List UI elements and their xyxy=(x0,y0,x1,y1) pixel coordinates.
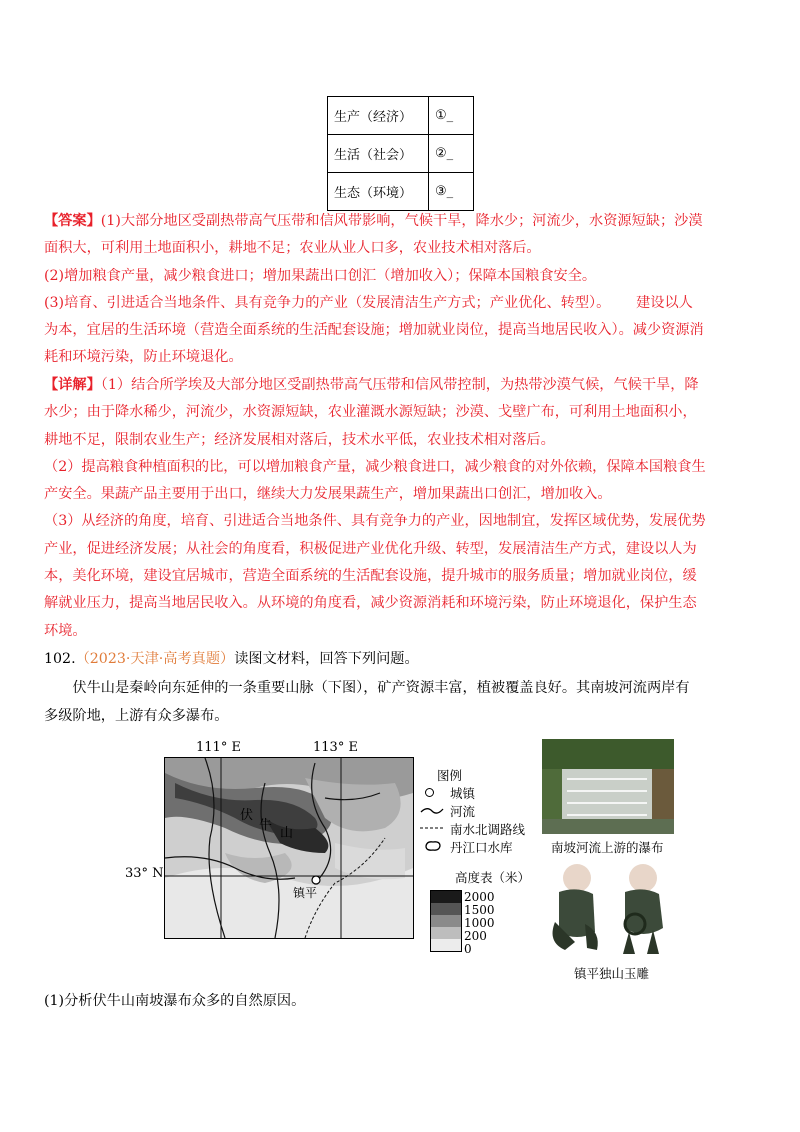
answer-line: 为本，宜居的生活环境（营造全面系统的生活配套设施；增加就业岗位，提高当地居民收入）。减少资源消 xyxy=(44,322,704,339)
answer-line: (3)培育、引进适合当地条件、具有竞争力的产业（发展清洁生产方式；产业优化、转型）。 建设以人 xyxy=(44,294,693,311)
question-source: （2023·天津·高考真题） xyxy=(75,651,235,667)
legend-label: 河流 xyxy=(450,804,476,819)
waterfall-photo xyxy=(542,739,674,834)
question-header xyxy=(44,646,760,673)
table-row xyxy=(328,135,474,173)
legend-title: 图例 xyxy=(437,768,463,783)
mountain-label-char: 伏 xyxy=(240,808,254,823)
relief-map-graphic xyxy=(165,758,413,938)
detail-line: 耕地不足，限制农业生产；经济发展相对落后，技术水平低，农业技术相对落后。 xyxy=(44,431,555,448)
detail-section xyxy=(44,372,760,645)
question-number: 102. xyxy=(44,651,76,667)
elevation-value: 0 xyxy=(464,942,472,956)
answer-line: (2)增加粮食产量，减少粮食进口；增加果蔬出口创汇（增加收入）；保障本国粮食安全。 xyxy=(44,267,597,284)
elevation-swatch xyxy=(431,891,461,903)
answer-section xyxy=(44,208,760,372)
table-cell-label: 生活（社会） xyxy=(328,135,429,173)
jade-carving-photo xyxy=(545,862,675,957)
answer-tag: 【答案】 xyxy=(44,213,101,229)
mountain-label-char: 山 xyxy=(280,826,294,841)
river-line-icon xyxy=(420,806,444,816)
sub-question-1: (1)分析伏牛山南坡瀑布众多的自然原因。 xyxy=(44,993,306,1009)
detail-line: （2）提高粮食种植面积的比，可以增加粮食产量，减少粮食进口，减少粮食的对外依赖，保障本国粮食生 xyxy=(44,458,706,475)
answer-line: 耗和环境污染，防止环境退化。 xyxy=(44,349,243,366)
detail-line: 水少；由于降水稀少，河流少，水资源短缺，农业灌溉水源短缺；沙漠、戈壁广布，可利用土地面积小， xyxy=(44,404,697,421)
table-cell-blank: ①_ xyxy=(429,97,474,135)
latitude-label-33: 33° N xyxy=(125,866,164,881)
legend-label: 丹江口水库 xyxy=(450,840,513,855)
legend-label: 南水北调路线 xyxy=(450,822,526,837)
table-cell-label: 生产（经济） xyxy=(328,97,429,135)
detail-tag: 【详解】 xyxy=(44,377,101,393)
elevation-scale xyxy=(430,890,462,952)
answer-text: (1)大部分地区受副热带高气压带和信风带影响，气候干旱，降水少；河流少，水资源短缺；沙漠 xyxy=(100,213,703,229)
table-cell-blank: ③_ xyxy=(429,173,474,211)
town-label: 镇平 xyxy=(293,886,318,900)
elevation-values xyxy=(464,891,495,956)
question-material xyxy=(44,675,760,702)
table-row xyxy=(328,97,474,135)
elevation-title: 高度表（米） xyxy=(455,870,531,885)
answer-line xyxy=(44,208,760,235)
table-cell-label: 生态（环境） xyxy=(328,173,429,211)
legend-label: 城镇 xyxy=(450,786,476,801)
reservoir-shape-icon xyxy=(424,840,442,852)
detail-line: 产业，促进经济发展；从社会的角度看，积极促进产业优化升级、转型，发展清洁生产方式，建设以人为 xyxy=(44,540,697,557)
detail-line: 解就业压力，提高当地居民收入。从环境的角度看，减少资源消耗和环境污染，防止环境退化，保护生态 xyxy=(44,595,697,612)
question-material-cont: 多级阶地，上游有众多瀑布。 xyxy=(44,708,229,724)
jade-caption: 镇平独山玉雕 xyxy=(574,966,650,981)
elevation-swatch xyxy=(431,915,461,927)
detail-line: 环境。 xyxy=(44,622,87,639)
answer-table xyxy=(327,96,474,211)
answer-line: 面积大，可利用土地面积小，耕地不足；农业从业人口多，农业技术相对落后。 xyxy=(44,240,541,257)
relief-map xyxy=(164,757,414,939)
elevation-value: 200 xyxy=(464,929,487,943)
elevation-swatch xyxy=(431,903,461,915)
longitude-label-111: 111° E xyxy=(196,740,241,755)
mountain-label-char: 牛 xyxy=(259,818,273,833)
detail-line: （3）从经济的角度，培育、引进适合当地条件、具有竞争力的产业，因地制宜，发挥区域优势，发展优势 xyxy=(44,513,706,530)
elevation-value: 2000 xyxy=(464,890,495,904)
elevation-value: 1000 xyxy=(464,916,495,930)
elevation-swatch xyxy=(431,927,461,939)
table-row xyxy=(328,173,474,211)
town-circle-icon xyxy=(425,788,434,797)
longitude-label-113: 113° E xyxy=(313,740,358,755)
elevation-value: 1500 xyxy=(464,903,495,917)
table-cell-blank: ②_ xyxy=(429,135,474,173)
material-text: 伏牛山是秦岭向东延伸的一条重要山脉（下图），矿产资源丰富，植被覆盖良好。其南坡河流两岸有 xyxy=(72,680,690,696)
question-prompt: 读图文材料，回答下列问题。 xyxy=(234,651,419,667)
elevation-swatch xyxy=(431,939,461,951)
detail-line: 产安全。果蔬产品主要用于出口，继续大力发展果蔬生产，增加果蔬出口创汇，增加收入。 xyxy=(44,486,612,503)
detail-line: 本，美化环境，建设宜居城市，营造全面系统的生活配套设施，提升城市的服务质量；增加就业岗位，缓 xyxy=(44,568,697,585)
waterfall-caption: 南坡河流上游的瀑布 xyxy=(551,840,664,855)
detail-text: （1）结合所学埃及大部分地区受副热带高气压带和信风带控制，为热带沙漠气候，气候干旱，降 xyxy=(100,377,699,393)
detail-line xyxy=(44,372,760,399)
dashed-line-icon xyxy=(420,825,444,831)
